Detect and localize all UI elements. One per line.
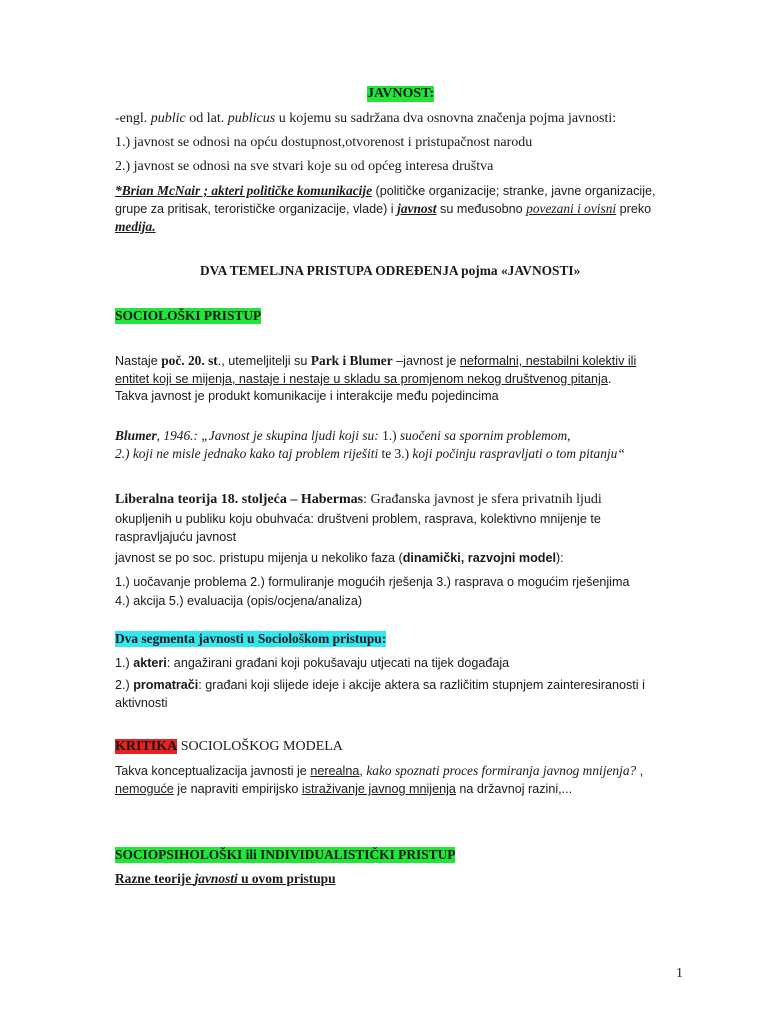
text-italic: javnosti xyxy=(194,871,238,886)
text: Nastaje xyxy=(115,354,162,368)
text: te 3.) xyxy=(378,446,413,461)
text-bold: Liberalna teorija 18. stoljeća – Habermas xyxy=(115,492,364,507)
text-italic: publicus xyxy=(227,111,276,126)
sociopsi-subheading xyxy=(115,871,336,887)
text-bold: poč. 20. st xyxy=(161,353,218,368)
text: u ovom pristupu xyxy=(237,871,336,886)
critique-heading xyxy=(115,739,343,755)
text-italic: public xyxy=(150,111,186,126)
critique-label: KRITIKA xyxy=(115,739,178,754)
mcnair-line-1 xyxy=(115,183,656,199)
blumer-line-2 xyxy=(115,446,625,462)
soc-heading: SOCIOLOŠKI PRISTUP xyxy=(115,308,262,323)
text-underlined: nemoguće xyxy=(115,782,174,796)
liberal-line-1 xyxy=(115,492,602,508)
segment-actors xyxy=(115,655,509,671)
text: : angažirani građani koji pokušavaju utjecati na tijek događaja xyxy=(166,656,510,670)
text: Razne teorije xyxy=(115,871,195,886)
text: ): xyxy=(555,551,564,565)
text: : Građanska javnost je sfera privatnih ljudi xyxy=(363,492,602,507)
critique-line-2 xyxy=(115,781,572,797)
text-underlined: neformalni, nestabilni kolektiv ili xyxy=(459,354,637,368)
text-emphasis: povezani i ovisni xyxy=(526,201,617,216)
text: 1.) xyxy=(115,656,134,670)
segment-observers-cont: aktivnosti xyxy=(115,696,168,710)
text-bold: Park i Blumer xyxy=(310,353,393,368)
text-italic: , 1946.: „Javnost je skupina ljudi koji su: xyxy=(156,428,383,443)
mcnair-line-3: medija. xyxy=(115,219,156,234)
segment-observers xyxy=(115,677,645,693)
liberal-line-3: raspravljajuću javnost xyxy=(115,530,237,544)
soc-para-3: Takva javnost je produkt komunikacije i interakcije među pojedincima xyxy=(115,389,499,403)
sociopsi-heading: SOCIOPSIHOLOŠKI ili INDIVIDUALISTIČKI PRISTUP xyxy=(115,847,456,862)
text: ., utemeljitelji su xyxy=(217,354,311,368)
text: je napraviti empirijsko xyxy=(173,782,302,796)
text: (političke organizacije; stranke, javne organizacije, xyxy=(372,184,656,198)
text: u kojemu su sadržana dva osnovna značenja pojma javnosti: xyxy=(275,111,617,126)
text: : građani koji slijede ideje i akcije aktera sa različitim stupnjem zainteresiranosti i xyxy=(198,678,645,692)
intro-line-1 xyxy=(115,111,616,127)
text: na državnoj razini,... xyxy=(455,782,573,796)
text: SOCIOLOŠKOG MODELA xyxy=(177,739,343,754)
main-heading: DVA TEMELJNA PRISTUPA ODREĐENJA pojma «JAVNOSTI» xyxy=(200,263,581,278)
text-underlined: entitet koji se mijenja, nastaje i nestaje u skladu sa promjenom nekog društvenog pitanja xyxy=(115,372,608,386)
text-bold: promatrači xyxy=(133,678,199,692)
text-bold-italic: Blumer xyxy=(115,428,157,443)
text: , xyxy=(636,764,644,778)
text-italic: kako spoznati proces formiranja javnog mnijenja? xyxy=(366,763,637,778)
text: grupe za pritisak, terorističke organizacije, vlade) i xyxy=(115,202,398,216)
soc-para-1 xyxy=(115,353,636,369)
text: javnost se po soc. pristupu mijenja u nekoliko faza ( xyxy=(115,551,403,565)
text: 1.) xyxy=(382,428,400,443)
phases-line-2: 4.) akcija 5.) evaluacija (opis/ocjena/analiza) xyxy=(115,594,363,608)
soc-para-2 xyxy=(115,371,611,387)
segments-heading: Dva segmenta javnosti u Sociološkom pristupu: xyxy=(115,631,387,646)
text: -engl. xyxy=(115,111,151,126)
text-underlined: istraživanje javnog mnijenja xyxy=(301,782,456,796)
phases-intro xyxy=(115,550,564,566)
text-emphasis: *Brian McNair ; akteri političke komunikacije xyxy=(115,183,373,198)
text: , xyxy=(359,764,367,778)
text-bold: akteri xyxy=(133,656,167,670)
text-underlined: nerealna xyxy=(310,764,360,778)
text: Takva konceptualizacija javnosti je xyxy=(115,764,311,778)
blumer-line-1 xyxy=(115,428,571,444)
intro-line-2: 1.) javnost se odnosi na opću dostupnost,otvorenost i pristupačnost narodu xyxy=(115,135,533,150)
text-italic: koji počinju raspravljati o tom pitanju“ xyxy=(412,446,625,461)
text-emphasis: javnost xyxy=(397,201,437,216)
text-italic: 2.) koji ne misle jednako kako taj problem riješiti xyxy=(115,446,379,461)
text: 2.) xyxy=(115,678,134,692)
text: preko xyxy=(616,202,652,216)
critique-line-1 xyxy=(115,763,643,779)
phases-line-1: 1.) uočavanje problema 2.) formuliranje mogućih rješenja 3.) rasprava o mogućim rješenjima xyxy=(115,575,630,589)
liberal-line-2: okupljenih u publiku koju obuhvaća: društveni problem, rasprava, kolektivno mnijenje te xyxy=(115,512,601,526)
text-italic: suočeni sa spornim problemom, xyxy=(399,428,571,443)
text: . xyxy=(607,372,612,386)
mcnair-line-2 xyxy=(115,201,651,217)
page-number: 1 xyxy=(676,966,683,981)
intro-line-3: 2.) javnost se odnosi na sve stvari koje su od općeg interesa društva xyxy=(115,159,494,174)
text-bold: dinamički, razvojni model xyxy=(402,551,556,565)
text: su međusobno xyxy=(436,202,527,216)
page-title: JAVNOST: xyxy=(367,86,435,101)
text: –javnost je xyxy=(392,354,460,368)
text: od lat. xyxy=(185,111,228,126)
